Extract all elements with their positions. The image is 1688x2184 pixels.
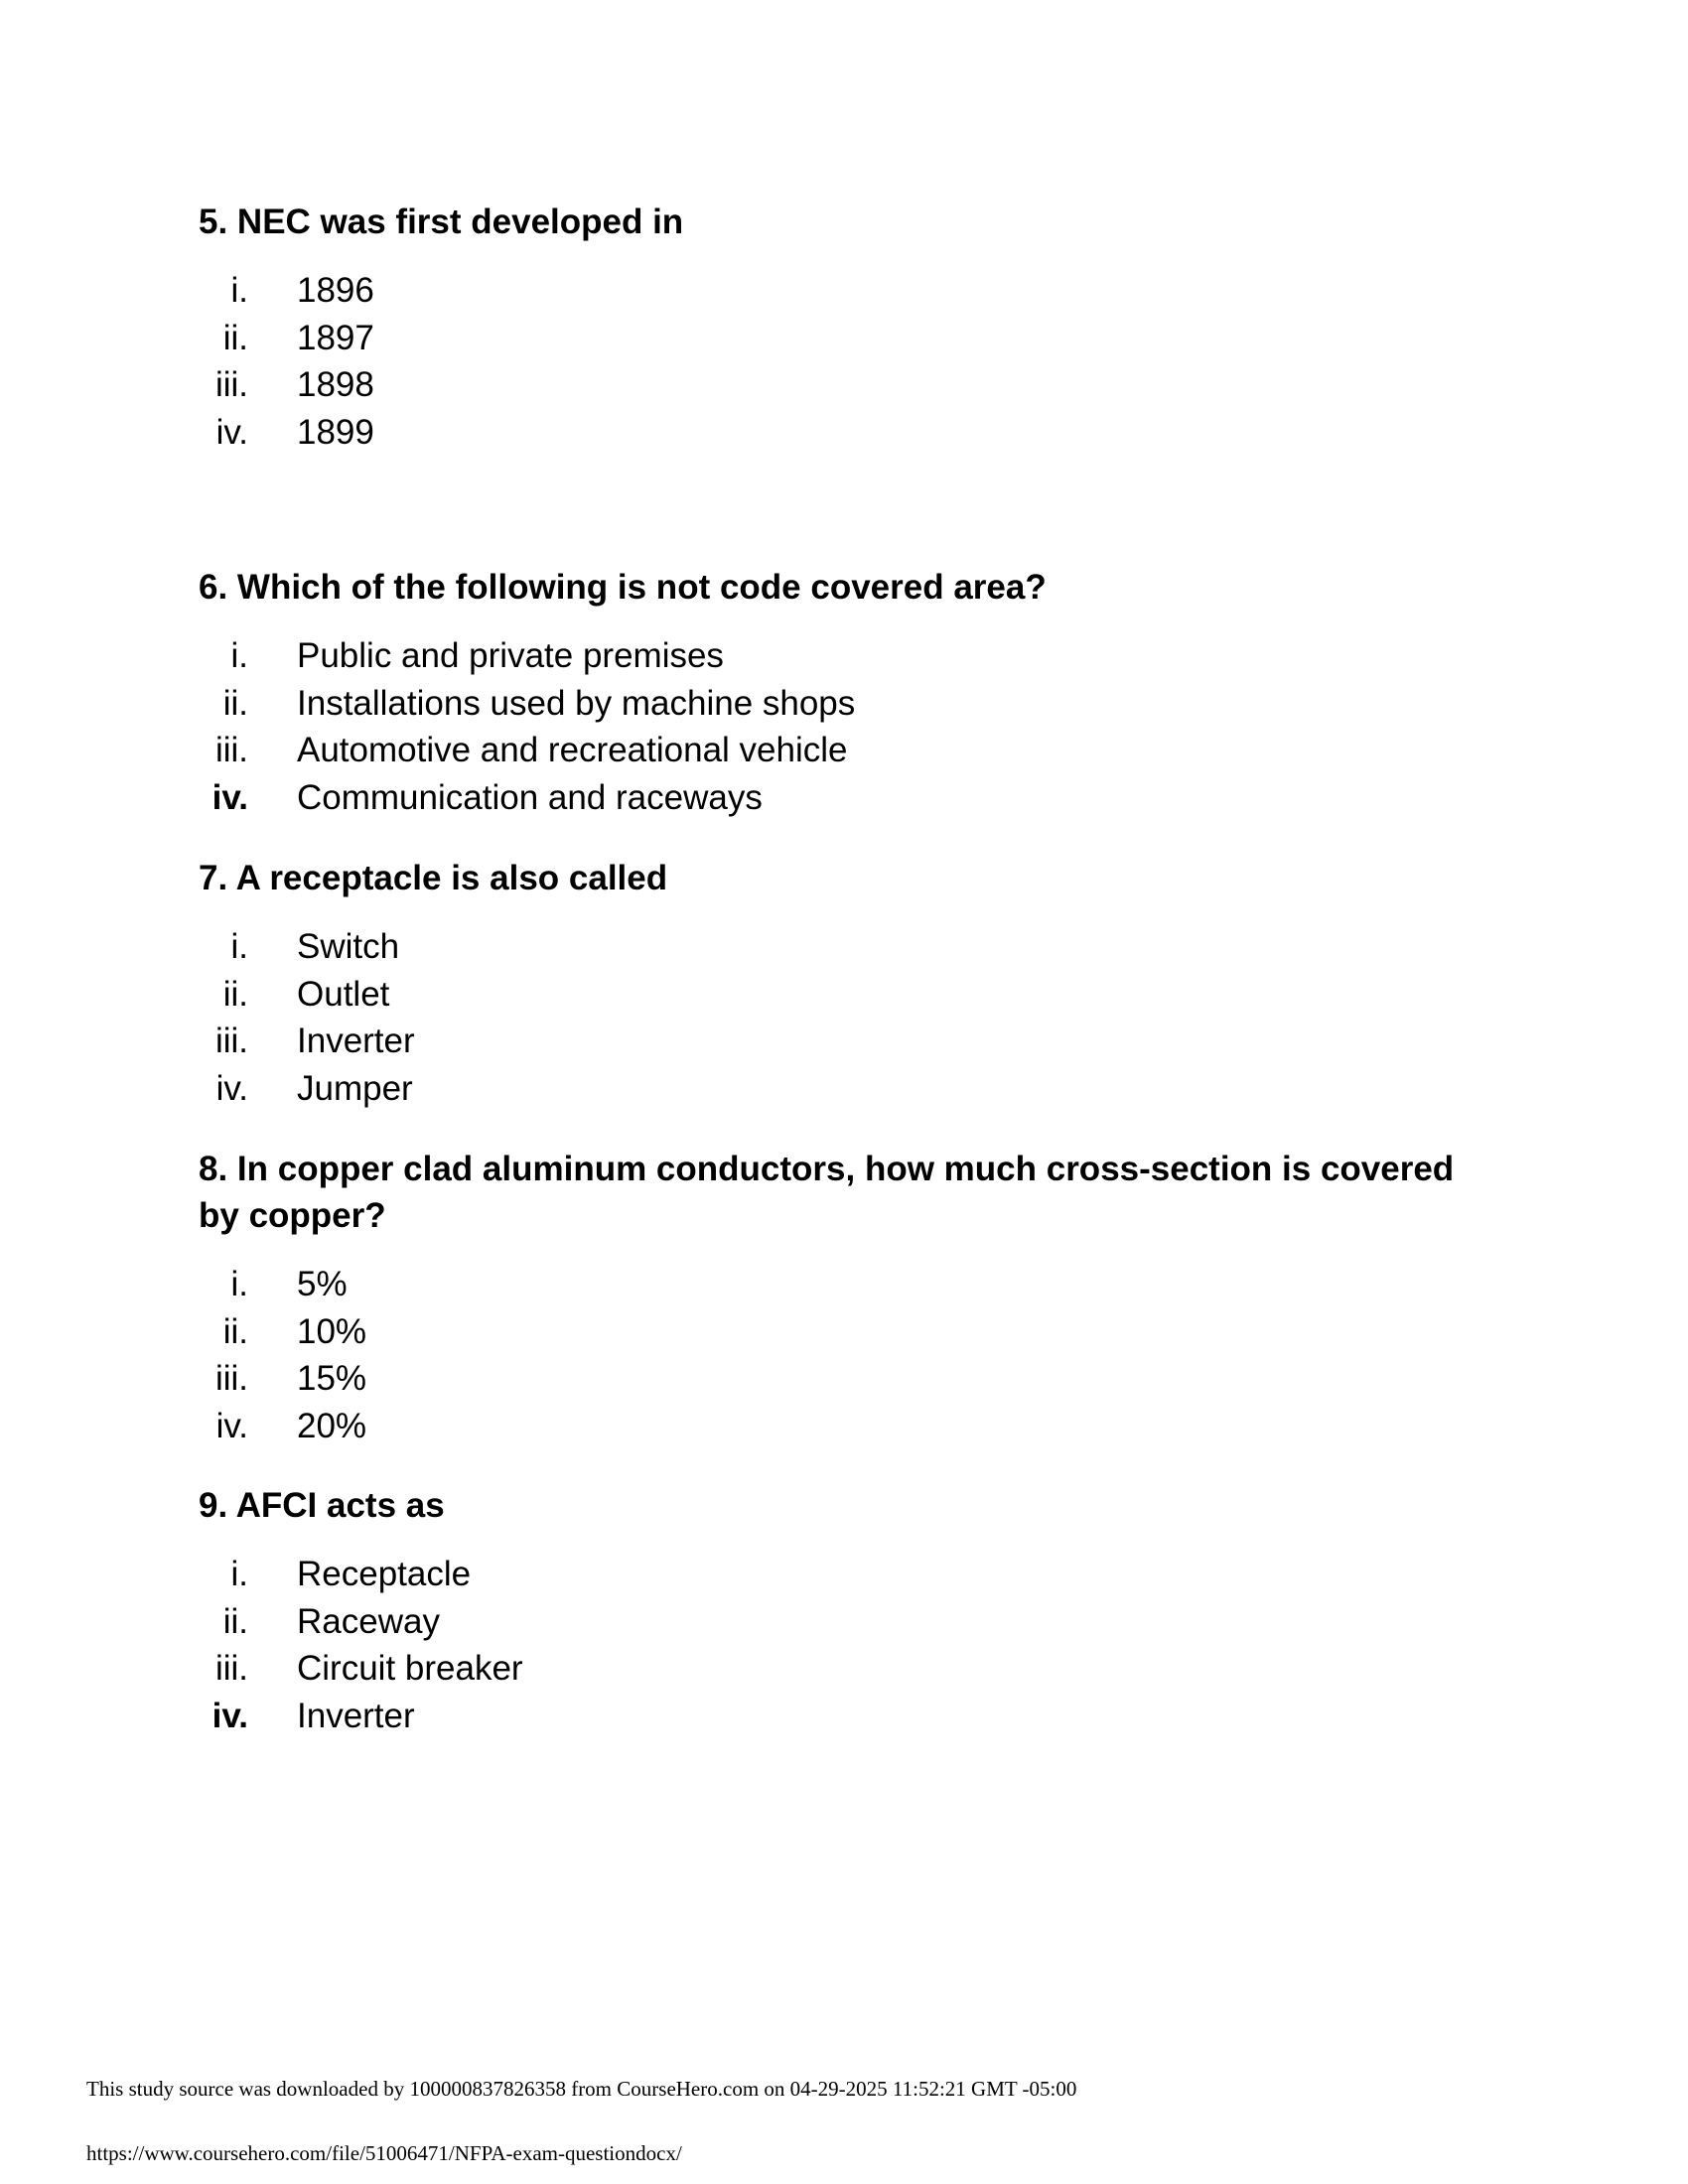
option-item [199, 727, 1489, 774]
option-item [199, 1308, 1489, 1356]
option-text: Switch [297, 927, 400, 966]
option-item [199, 361, 1489, 409]
option-list [199, 1551, 1489, 1739]
question-7 [199, 855, 1489, 1112]
option-marker: i. [230, 271, 248, 310]
option-marker: iv. [215, 1068, 248, 1108]
option-text: Outlet [297, 974, 390, 1014]
option-text: Communication and raceways [297, 777, 763, 817]
option-list [199, 632, 1489, 821]
option-item [199, 1355, 1489, 1403]
option-item [199, 1018, 1489, 1065]
option-text: 10% [297, 1311, 367, 1351]
option-text: 1897 [297, 318, 374, 357]
option-text: 20% [297, 1406, 367, 1445]
question-9 [199, 1482, 1489, 1739]
option-marker: ii. [222, 683, 248, 723]
option-text: Automotive and recreational vehicle [297, 731, 848, 769]
option-item [199, 971, 1489, 1019]
question-title: 5. NEC was first developed in [199, 203, 684, 241]
option-marker: iii. [214, 1649, 248, 1688]
option-item [199, 680, 1489, 728]
option-list [199, 923, 1489, 1112]
option-marker: iii. [214, 365, 248, 404]
option-text: Public and private premises [297, 636, 724, 675]
option-marker: i. [230, 927, 248, 966]
option-marker: iii. [214, 1022, 248, 1060]
option-item [199, 1645, 1489, 1693]
option-marker: i. [230, 1265, 248, 1303]
option-item [199, 1065, 1489, 1113]
option-text: 5% [297, 1265, 348, 1303]
option-item [199, 1598, 1489, 1646]
option-text: 1896 [297, 271, 374, 310]
option-text: Inverter [297, 1022, 415, 1060]
download-notice: This study source was downloaded by 100000837826358 from CourseHero.com on 04-29-2025 11:52:21 GMT -05:00 [86, 2077, 1077, 2101]
option-marker: ii. [222, 1601, 248, 1641]
option-item [199, 409, 1489, 457]
option-text: Jumper [297, 1068, 413, 1108]
question-title: 9. AFCI acts as [199, 1486, 445, 1525]
option-text: 15% [297, 1359, 367, 1398]
option-marker: ii. [222, 1311, 248, 1351]
option-item [199, 267, 1489, 315]
option-item [199, 632, 1489, 680]
question-title: 6. Which of the following is not code covered area? [199, 568, 1047, 607]
option-item [199, 923, 1489, 971]
source-url: https://www.coursehero.com/file/51006471/NFPA-exam-questiondocx/ [86, 2141, 682, 2165]
question-8 [199, 1146, 1489, 1449]
option-marker: iii. [214, 1359, 248, 1398]
option-list [199, 267, 1489, 456]
option-item [199, 1403, 1489, 1450]
option-marker: i. [230, 1555, 248, 1593]
option-text: Circuit breaker [297, 1649, 523, 1688]
option-text: Raceway [297, 1601, 440, 1641]
option-marker: i. [230, 636, 248, 675]
option-text: 1899 [297, 412, 374, 452]
option-item [199, 315, 1489, 362]
option-marker: iv. [215, 412, 248, 452]
option-marker: iv. [211, 1696, 248, 1735]
option-text: 1898 [297, 365, 374, 404]
option-marker: iii. [214, 731, 248, 769]
option-list [199, 1261, 1489, 1449]
option-item [199, 1551, 1489, 1598]
option-text: Installations used by machine shops [297, 683, 856, 723]
question-title: 8. In copper clad aluminum conductors, how much cross-section is covered by copper? [199, 1150, 1455, 1235]
option-marker: iv. [215, 1406, 248, 1445]
question-6 [199, 564, 1489, 821]
option-item [199, 1261, 1489, 1308]
option-marker: ii. [222, 318, 248, 357]
option-item [199, 774, 1489, 822]
option-item [199, 1693, 1489, 1740]
question-title: 7. A receptacle is also called [199, 859, 668, 897]
option-marker: iv. [211, 777, 248, 817]
question-5 [199, 199, 1489, 456]
option-text: Inverter [297, 1696, 415, 1735]
option-marker: ii. [222, 974, 248, 1014]
option-text: Receptacle [297, 1555, 472, 1593]
